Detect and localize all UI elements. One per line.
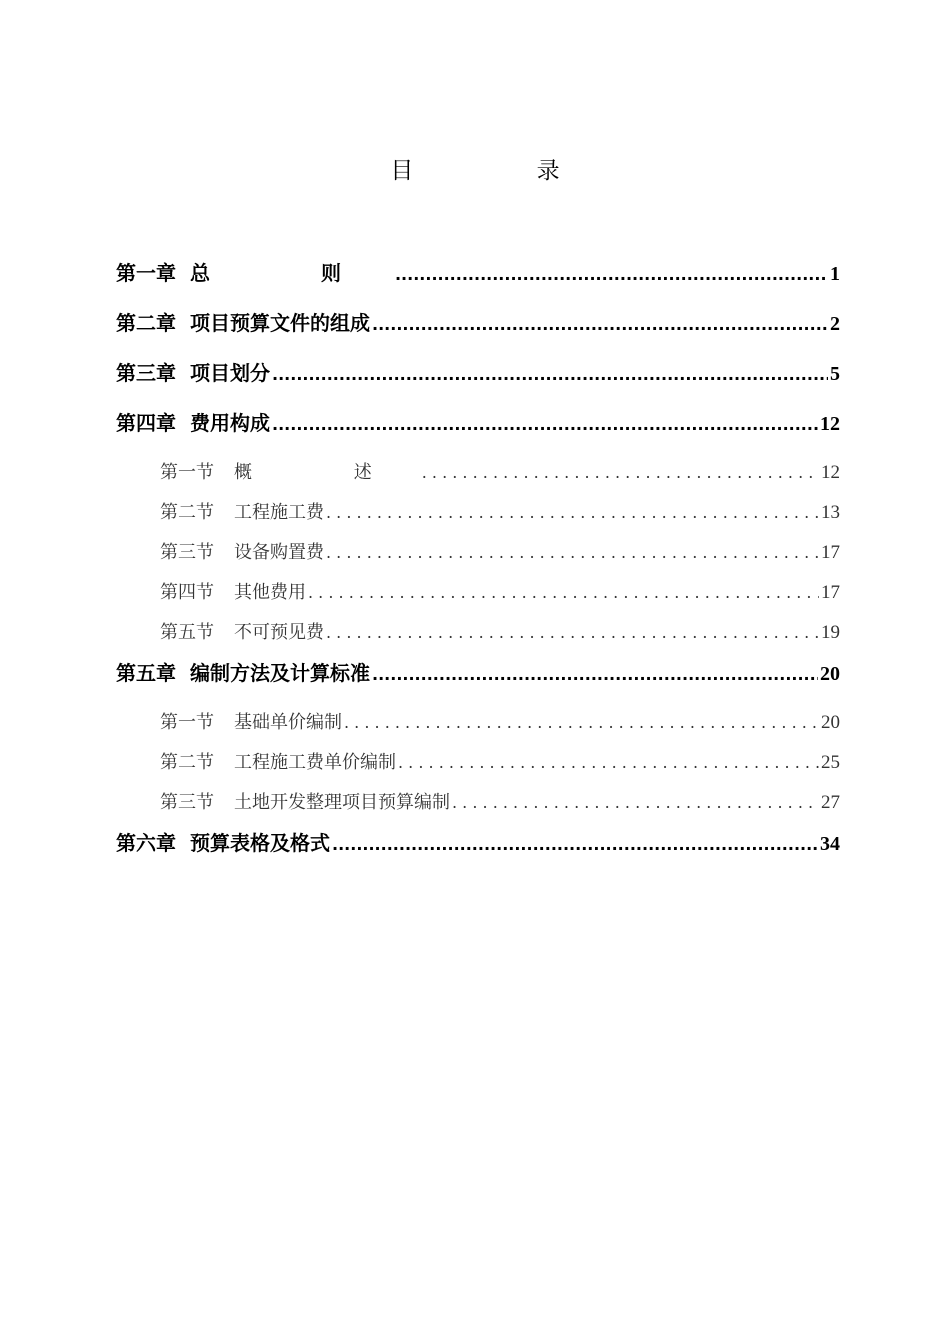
dot-leader [452, 789, 819, 817]
chapter-title: 项目预算文件的组成 [190, 311, 370, 335]
dot-leader [326, 499, 819, 527]
dot-leader [344, 709, 819, 737]
page-number: 19 [821, 622, 840, 643]
chapter-title: 总 则 [190, 261, 393, 285]
dot-leader [272, 408, 818, 438]
section-number: 第三节 [160, 542, 214, 563]
section-number: 第一节 [160, 712, 214, 733]
chapter-title: 项目划分 [190, 361, 270, 385]
page-number: 34 [820, 833, 840, 855]
section-number: 第一节 [160, 462, 214, 483]
dot-leader [372, 658, 818, 688]
section-number: 第二节 [160, 502, 214, 523]
page-number: 27 [821, 792, 840, 813]
chapter-number: 第六章 [116, 831, 176, 855]
toc-section-4-5[interactable] [160, 619, 840, 647]
dot-leader [332, 828, 818, 858]
dot-leader [326, 539, 819, 567]
page-number: 5 [830, 363, 840, 385]
toc-title: 目 录 [390, 158, 618, 184]
dot-leader [422, 459, 819, 487]
toc-section-4-1[interactable] [160, 459, 840, 487]
section-title: 概 述 [234, 462, 420, 483]
section-title: 基础单价编制 [234, 712, 342, 733]
toc-chapter-5[interactable] [116, 658, 840, 688]
page-number: 25 [821, 752, 840, 773]
section-number: 第五节 [160, 622, 214, 643]
page-number: 20 [820, 663, 840, 685]
section-title: 工程施工费 [234, 502, 324, 523]
dot-leader [272, 358, 828, 388]
page-number: 17 [821, 542, 840, 563]
chapter-number: 第四章 [116, 411, 176, 435]
chapter-number: 第一章 [116, 261, 176, 285]
section-number: 第三节 [160, 792, 214, 813]
page-number: 12 [821, 462, 840, 483]
toc-section-4-3[interactable] [160, 539, 840, 567]
dot-leader [398, 749, 819, 777]
page-number: 1 [830, 263, 840, 285]
page-number: 17 [821, 582, 840, 603]
dot-leader [395, 258, 828, 288]
toc-chapter-6[interactable] [116, 828, 840, 858]
page-number: 13 [821, 502, 840, 523]
page-number: 12 [820, 413, 840, 435]
toc-chapter-3[interactable] [116, 358, 840, 388]
section-title: 不可预见费 [234, 622, 324, 643]
section-title: 其他费用 [234, 582, 306, 603]
page-number: 20 [821, 712, 840, 733]
chapter-title: 预算表格及格式 [190, 831, 330, 855]
toc-section-5-1[interactable] [160, 709, 840, 737]
chapter-number: 第三章 [116, 361, 176, 385]
toc-section-5-3[interactable] [160, 789, 840, 817]
toc-section-5-2[interactable] [160, 749, 840, 777]
chapter-number: 第五章 [116, 661, 176, 685]
section-number: 第二节 [160, 752, 214, 773]
toc-section-4-4[interactable] [160, 579, 840, 607]
dot-leader [326, 619, 819, 647]
dot-leader [308, 579, 819, 607]
toc-chapter-2[interactable] [116, 308, 840, 338]
section-number: 第四节 [160, 582, 214, 603]
page-number: 2 [830, 313, 840, 335]
section-title: 设备购置费 [234, 542, 324, 563]
chapter-number: 第二章 [116, 311, 176, 335]
toc-section-4-2[interactable] [160, 499, 840, 527]
chapter-title: 费用构成 [190, 411, 270, 435]
toc-chapter-4[interactable] [116, 408, 840, 438]
section-title: 土地开发整理项目预算编制 [234, 792, 450, 813]
section-title: 工程施工费单价编制 [234, 752, 396, 773]
chapter-title: 编制方法及计算标准 [190, 661, 370, 685]
dot-leader [372, 308, 828, 338]
toc-chapter-1[interactable] [116, 258, 840, 288]
